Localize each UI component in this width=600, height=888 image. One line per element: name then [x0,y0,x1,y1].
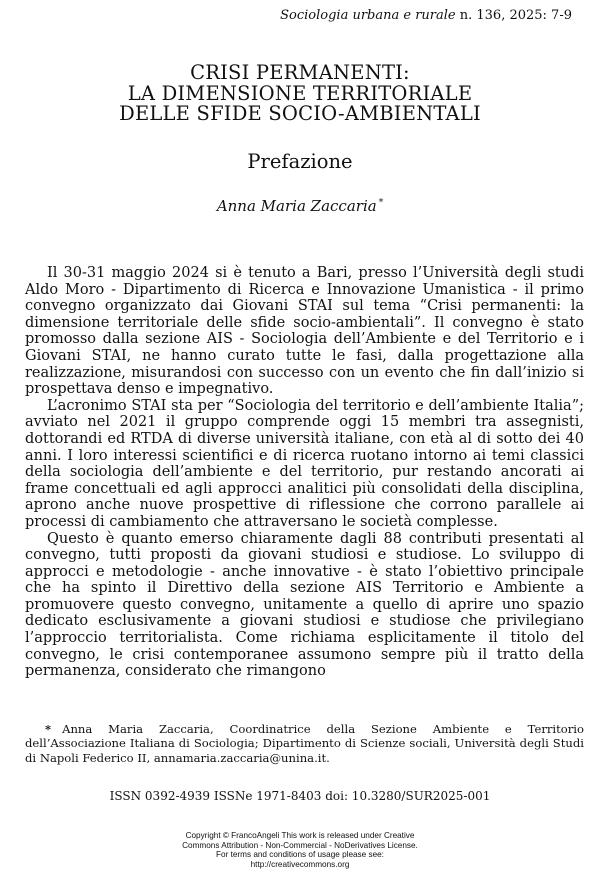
article-title [0,63,600,125]
copyright-notice [0,831,600,869]
copyright-line: For terms and conditions of usage please see: [216,850,384,859]
paragraph: L’acronimo STAI sta per “Sociologia del territorio e dell’ambiente Italia”; avviato nel 2021 il gruppo comprende oggi 15 membri tra assegnisti, dottorandi ed RTDA di diverse università italiane, con età al di sotto dei 40 anni. I loro interessi scientifici e di ricerca ruotano intorno ai temi classici della sociologia dell’ambiente e del territorio, pur restando ancorati ai frame concettuali ed agli approcci analitici più consolidati della disciplina, aprono anche nuove prospettive di riflessione che corrono parallele ai processi di cambiamento che attraversano le società complesse. [25,397,584,530]
paragraph: Il 30-31 maggio 2024 si è tenuto a Bari, presso l’Università degli studi Aldo Moro - Dipartimento di Ricerca e Innovazione Umanistica - il primo convegno organizzato dai Giovani STAI sul tema “Crisi permanenti: la dimensione territoriale delle sfide socio-ambientali”. Il convegno è stato promosso dalla sezione AIS - Sociologia dell’Ambiente e del Territorio e i Giovani STAI, ne hanno curato tutte le fasi, dalla progettazione alla realizzazione, misurandosi con successo con un evento che fin dall’inizio si prospettava denso e impegnativo. [25,265,584,398]
title-line: CRISI PERMANENTI: [190,61,410,84]
author-footnote-mark: * [378,198,384,208]
title-line: LA DIMENSIONE TERRITORIALE [127,81,473,105]
author-name: Anna Maria Zaccaria [216,197,377,215]
copyright-line: Commons Attribution - Non-Commercial - NoDerivatives License. [182,840,418,850]
footnote-text: Anna Maria Zaccaria, Coordinatrice della Sezione Ambiente e Territorio dell’Associazione Italiana di Sociologia; Dipartimento di Scienze sociali, Università degli Studi di Napoli Federico II, annamaria.zaccaria@unina.it. [25,722,584,765]
author-line [0,194,600,215]
copyright-line: Copyright © FrancoAngeli This work is released under Creative [185,831,415,840]
issn-doi-line: ISSN 0392-4939 ISSNe 1971-8403 doi: 10.3280/SUR2025-001 [109,789,491,803]
copyright-link[interactable]: http://creativecommons.org [250,859,350,869]
journal-issue: n. 136, 2025: 7-9 [455,8,572,23]
journal-name: Sociologia urbana e rurale [280,8,456,23]
paragraph: Questo è quanto emerso chiaramente dagli 88 contributi presentati al convegno, tutti proposti da giovani studiosi e studiose. Lo sviluppo di approcci e metodologie - anche innovative - è stato l’obiettivo principale che ha spinto il Direttivo della sezione AIS Territorio e Ambiente a promuovere questo convegno, unitamente a quello di aprire uno spazio dedicato esclusivamente a giovani studiosi e studiose che privilegiano l’approccio territorialista. Come richiama esplicitamente il titolo del convegno, le crisi contemporanee assumono sempre più il tratto della permanenza, considerato che rimangono [25,530,584,680]
title-line: DELLE SFIDE SOCIO-AMBIENTALI [119,102,481,125]
section-title: Prefazione [247,150,353,173]
journal-header [280,8,572,24]
footnote-mark: * [45,722,52,736]
footnote [25,722,584,765]
body-text [25,265,584,680]
